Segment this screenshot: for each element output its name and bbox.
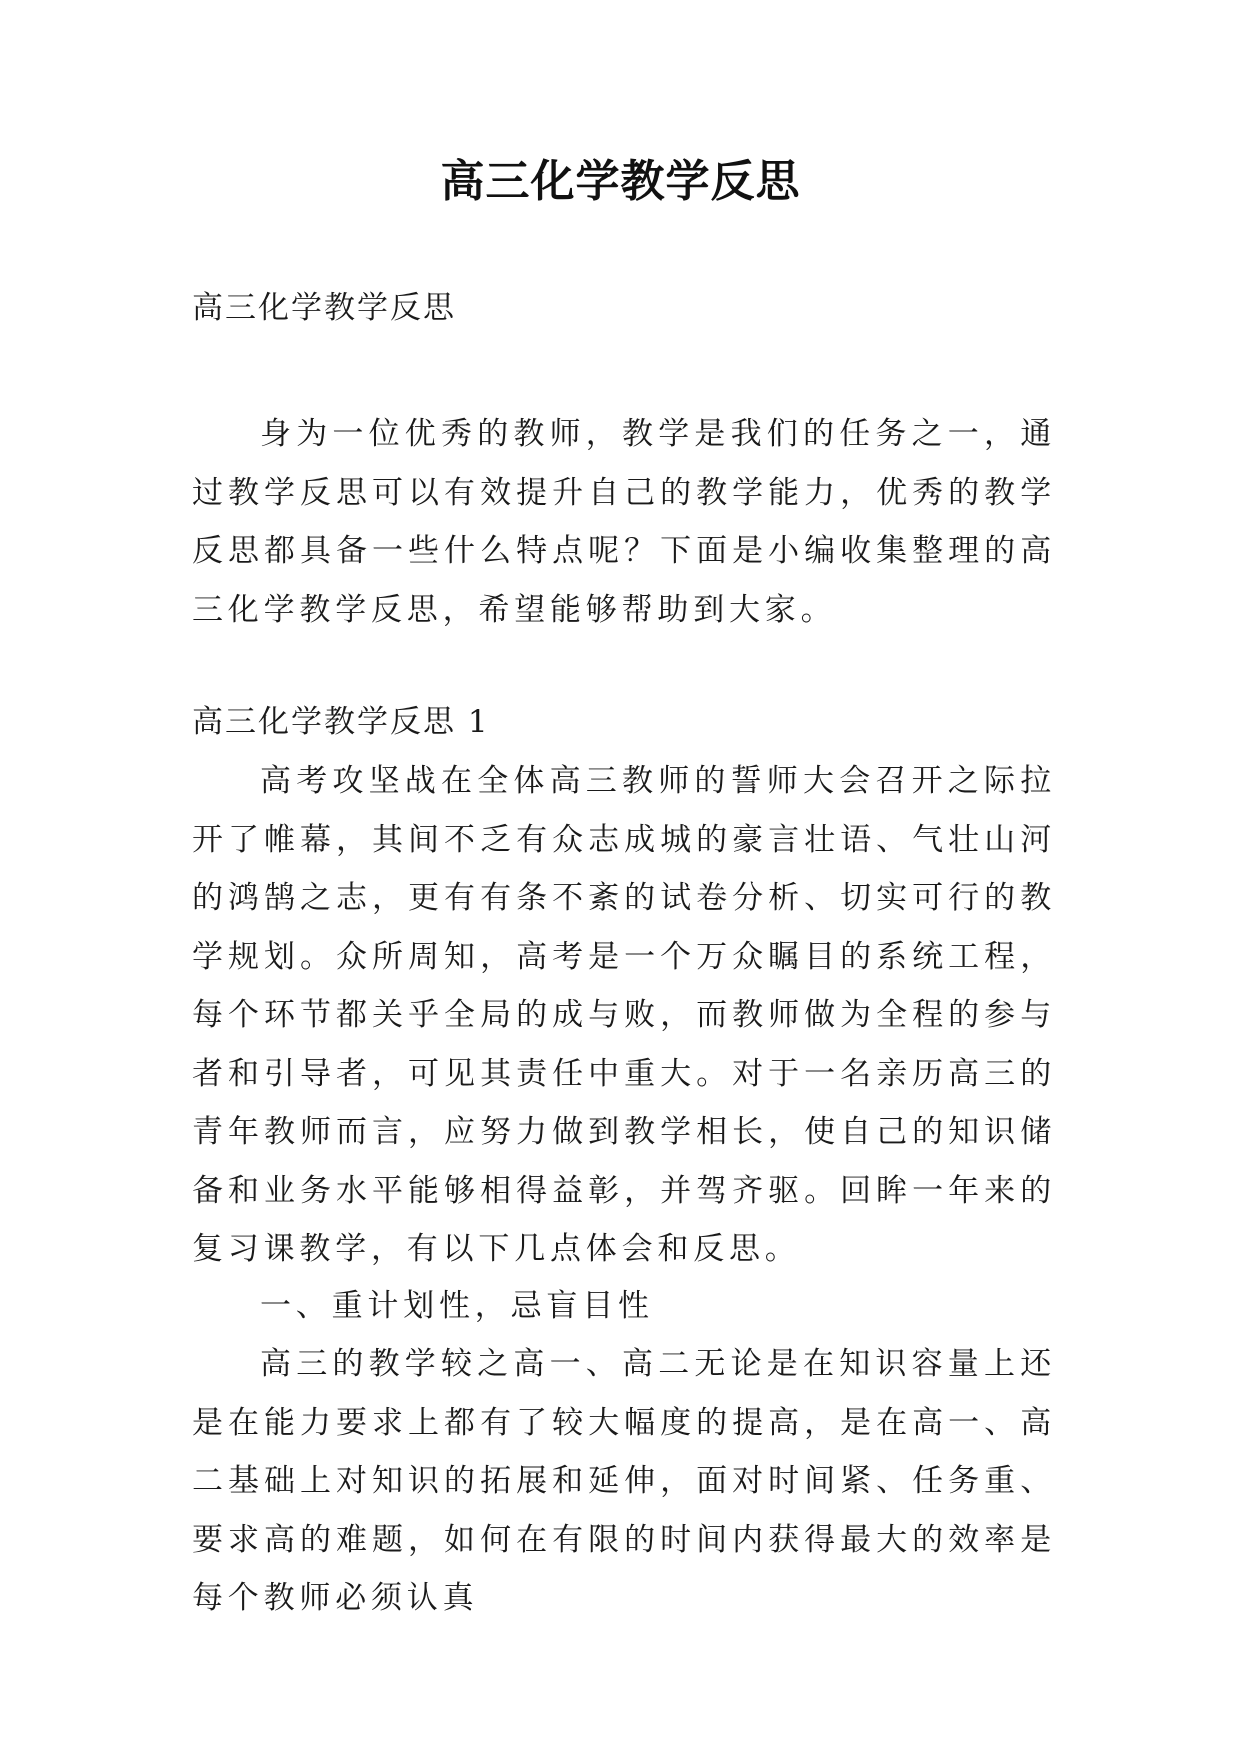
section-title: 高三化学教学反思 1 [192, 704, 490, 740]
body-paragraph: 高考攻坚战在全体高三教师的誓师大会召开之际拉开了帷幕，其间不乏有众志成城的豪言壮语、气壮山河的鸿鹄之志，更有有条不紊的试卷分析、切实可行的教学规划。众所周知，高考是一个万众瞩目的系统工程，每个环节都关乎全局的成与败，而教师做为全程的参与者和引导者，可见其责任中重大。对于一名亲历高三的青年教师而言，应努力做到教学相长，使自己的知识储备和业务水平能够相得益彰，并驾齐驱。回眸一年来的复习课教学，有以下几点体会和反思。 [192, 763, 1056, 1267]
page-title: 高三化学教学反思 [440, 156, 801, 207]
intro-paragraph: 身为一位优秀的教师，教学是我们的任务之一，通过教学反思可以有效提升自己的教学能力，优秀的教学反思都具备一些什么特点呢？下面是小编收集整理的高三化学教学反思，希望能够帮助到大家。 [192, 416, 1056, 628]
document-subtitle: 高三化学教学反思 [192, 290, 456, 326]
body-paragraph: 高三的教学较之高一、高二无论是在知识容量上还是在能力要求上都有了较大幅度的提高，是在高一、高二基础上对知识的拓展和延伸，面对时间紧、任务重、要求高的难题，如何在有限的时间内获得最大的效率是每个教师必须认真 [192, 1346, 1056, 1616]
subsection-heading: 一、重计划性，忌盲目性 [260, 1288, 654, 1324]
